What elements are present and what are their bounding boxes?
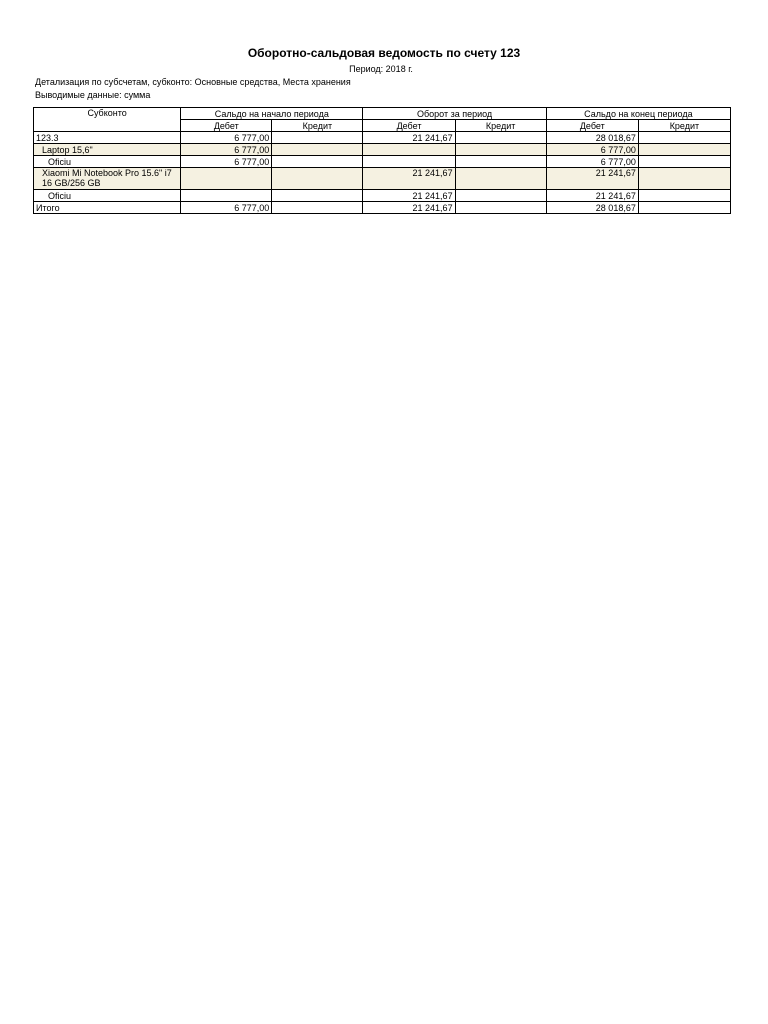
balance-sheet-table (33, 107, 731, 214)
row-opening-debit (181, 190, 272, 202)
row-turnover-credit (455, 132, 546, 144)
row-turnover-debit: 21 241,67 (363, 190, 455, 202)
row-subconto: Oficiu (34, 156, 181, 168)
total-turnover-credit (455, 202, 546, 214)
total-opening-debit: 6 777,00 (181, 202, 272, 214)
row-turnover-credit (455, 144, 546, 156)
total-turnover-debit: 21 241,67 (363, 202, 455, 214)
total-label: Итого (34, 202, 181, 214)
table-row (34, 190, 731, 202)
report-period: Период: 2018 г. (349, 64, 413, 74)
row-closing-debit: 6 777,00 (546, 144, 638, 156)
row-opening-debit: 6 777,00 (181, 132, 272, 144)
row-closing-credit (638, 168, 730, 190)
header-subconto: Субконто (34, 108, 181, 132)
table-row (34, 156, 731, 168)
table-row (34, 132, 731, 144)
report-title: Оборотно-сальдовая ведомость по счету 123 (247, 46, 521, 60)
header-opening-balance: Сальдо на начало периода (181, 108, 363, 120)
row-closing-credit (638, 156, 730, 168)
row-turnover-debit (363, 156, 455, 168)
row-closing-debit: 21 241,67 (546, 168, 638, 190)
total-opening-credit (272, 202, 363, 214)
row-opening-debit (181, 168, 272, 190)
row-opening-debit: 6 777,00 (181, 156, 272, 168)
row-subconto: 123.3 (34, 132, 181, 144)
row-closing-credit (638, 190, 730, 202)
header-row-groups (34, 108, 731, 120)
total-closing-debit: 28 018,67 (546, 202, 638, 214)
table-row (34, 168, 731, 190)
row-turnover-credit (455, 156, 546, 168)
row-opening-credit (272, 144, 363, 156)
header-closing-credit: Кредит (638, 120, 730, 132)
total-closing-credit (638, 202, 730, 214)
row-turnover-credit (455, 168, 546, 190)
row-subconto: Xiaomi Mi Notebook Pro 15.6" i7 16 GB/256 GB (34, 168, 181, 190)
row-opening-credit (272, 190, 363, 202)
row-closing-credit (638, 144, 730, 156)
row-subconto: Laptop 15,6" (34, 144, 181, 156)
row-opening-credit (272, 132, 363, 144)
row-subconto: Oficiu (34, 190, 181, 202)
row-closing-debit: 6 777,00 (546, 156, 638, 168)
row-turnover-debit: 21 241,67 (363, 168, 455, 190)
row-closing-credit (638, 132, 730, 144)
report-output-data: Выводимые данные: сумма (35, 90, 151, 100)
header-opening-credit: Кредит (272, 120, 363, 132)
row-turnover-debit: 21 241,67 (363, 132, 455, 144)
row-opening-credit (272, 168, 363, 190)
row-turnover-credit (455, 190, 546, 202)
header-opening-debit: Дебет (181, 120, 272, 132)
header-closing-debit: Дебет (546, 120, 638, 132)
row-turnover-debit (363, 144, 455, 156)
total-row (34, 202, 731, 214)
header-turnover: Оборот за период (363, 108, 546, 120)
row-opening-credit (272, 156, 363, 168)
row-opening-debit: 6 777,00 (181, 144, 272, 156)
header-closing-balance: Сальдо на конец периода (546, 108, 730, 120)
table-row (34, 144, 731, 156)
row-closing-debit: 21 241,67 (546, 190, 638, 202)
header-turnover-credit: Кредит (455, 120, 546, 132)
header-turnover-debit: Дебет (363, 120, 455, 132)
report-detail: Детализация по субсчетам, субконто: Основные средства, Места хранения (35, 77, 351, 87)
row-closing-debit: 28 018,67 (546, 132, 638, 144)
